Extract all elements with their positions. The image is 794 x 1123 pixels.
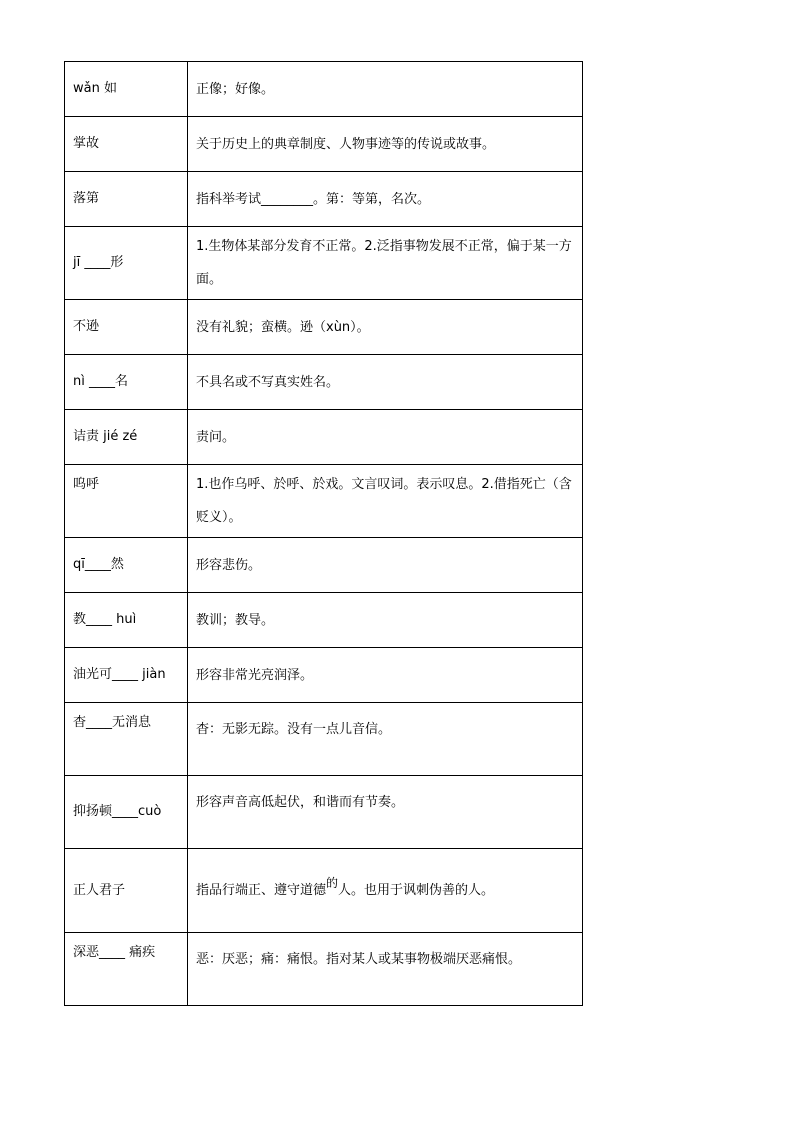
- definition-cell: 教训；教导。: [188, 593, 583, 648]
- term-cell: 教____ huì: [65, 593, 188, 648]
- term-cell: 深恶____ 痛疾: [65, 933, 188, 1006]
- definition-cell: 形容悲伤。: [188, 538, 583, 593]
- definition-cell: 没有礼貌；蛮横。逊（xùn）。: [188, 300, 583, 355]
- table-row: [65, 776, 583, 849]
- definition-cell: 责问。: [188, 410, 583, 465]
- table-row: [65, 355, 583, 410]
- term-cell: qī____然: [65, 538, 188, 593]
- table-row: [65, 849, 583, 933]
- definition-cell: 不具名或不写真实姓名。: [188, 355, 583, 410]
- definition-text: 指品行端正、遵守道德: [196, 883, 327, 898]
- definition-text: 人。也用于讽刺伪善的人。: [338, 883, 495, 898]
- term-cell: 落第: [65, 172, 188, 227]
- table-row: [65, 117, 583, 172]
- table-row: [65, 703, 583, 776]
- definition-cell: [188, 849, 583, 933]
- definition-text-raised: 的: [326, 876, 339, 890]
- table-row: [65, 172, 583, 227]
- term-cell: jī ____形: [65, 227, 188, 300]
- definition-cell: 形容声音高低起伏，和谐而有节奏。: [188, 776, 583, 849]
- table-row: [65, 648, 583, 703]
- table-row: [65, 933, 583, 1006]
- table-row: [65, 538, 583, 593]
- table-row: [65, 593, 583, 648]
- definition-cell: 1.也作乌呼、於呼、於戏。文言叹词。表示叹息。2.借指死亡（含贬义）。: [188, 465, 583, 538]
- vocabulary-table: [64, 61, 583, 1006]
- definition-cell: 杳：无影无踪。没有一点儿音信。: [188, 703, 583, 776]
- table-row: [65, 410, 583, 465]
- table-row: [65, 300, 583, 355]
- term-cell: nì ____名: [65, 355, 188, 410]
- table-row: [65, 62, 583, 117]
- definition-cell: 指科举考试________。第：等第，名次。: [188, 172, 583, 227]
- term-cell: 呜呼: [65, 465, 188, 538]
- definition-cell: 正像；好像。: [188, 62, 583, 117]
- term-cell: 正人君子: [65, 849, 188, 933]
- term-cell: 不逊: [65, 300, 188, 355]
- term-cell: 油光可____ jiàn: [65, 648, 188, 703]
- definition-cell: 关于历史上的典章制度、人物事迹等的传说或故事。: [188, 117, 583, 172]
- table-row: [65, 465, 583, 538]
- definition-cell: 恶：厌恶；痛：痛恨。指对某人或某事物极端厌恶痛恨。: [188, 933, 583, 1006]
- definition-cell: 形容非常光亮润泽。: [188, 648, 583, 703]
- table-row: [65, 227, 583, 300]
- term-cell: wǎn 如: [65, 62, 188, 117]
- term-cell: 抑扬顿____cuò: [65, 776, 188, 849]
- term-cell: 掌故: [65, 117, 188, 172]
- term-cell: 诘责 jié zé: [65, 410, 188, 465]
- definition-cell: 1.生物体某部分发育不正常。2.泛指事物发展不正常，偏于某一方面。: [188, 227, 583, 300]
- term-cell: 杳____无消息: [65, 703, 188, 776]
